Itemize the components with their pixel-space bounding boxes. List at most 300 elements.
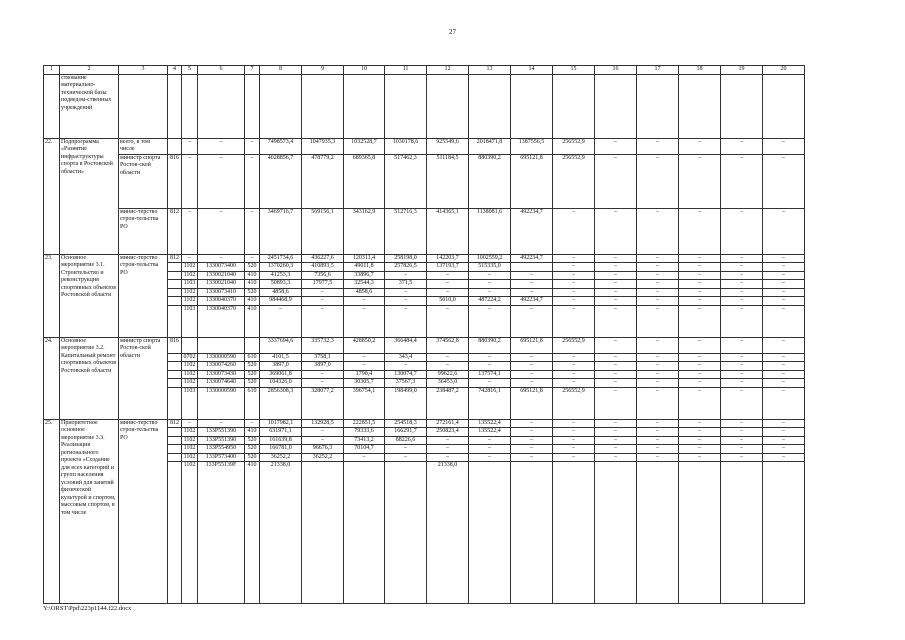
header-cell: 14 (511, 66, 553, 75)
value-cell: – (553, 271, 595, 280)
value-cell (182, 337, 198, 353)
value-cell: 343,4 (385, 353, 427, 362)
header-cell: 7 (245, 66, 260, 75)
value-cell: 812 (168, 419, 182, 428)
value-cell: – (721, 271, 763, 280)
value-cell (168, 453, 182, 462)
value-cell: 520 (245, 436, 260, 445)
value-cell: – (763, 436, 805, 445)
value-cell: 478779,2 (302, 154, 344, 208)
value-cell (595, 462, 637, 604)
value-cell (344, 462, 385, 604)
header-cell: 1 (44, 66, 60, 75)
value-cell (385, 74, 427, 138)
value-cell: – (637, 208, 679, 254)
value-cell: – (427, 280, 469, 289)
value-cell: 1102 (182, 362, 198, 371)
value-cell (679, 74, 721, 138)
responsible-executor: минис-терство строи-тельства РО (119, 208, 168, 254)
value-cell: 1102 (182, 379, 198, 388)
value-cell (168, 353, 182, 362)
value-cell: – (260, 305, 302, 337)
value-cell: – (553, 445, 595, 454)
header-row (44, 66, 805, 75)
header-cell: 19 (721, 66, 763, 75)
value-cell: – (302, 288, 344, 297)
value-cell: 816 (168, 337, 182, 353)
value-cell: – (198, 138, 245, 154)
value-cell (511, 74, 553, 138)
value-cell: 137193,7 (427, 263, 469, 272)
value-cell (260, 74, 302, 138)
value-cell: 520 (245, 263, 260, 272)
table-row (44, 154, 805, 208)
header-cell: 11 (385, 66, 427, 75)
value-cell: 1330040370 (198, 305, 245, 337)
value-cell: – (637, 154, 679, 208)
value-cell: 487224,2 (469, 297, 511, 306)
row-number: 22. (44, 138, 60, 254)
value-cell: 816 (168, 154, 182, 208)
value-cell: 1370260,3 (260, 263, 302, 272)
value-cell: – (763, 154, 805, 208)
value-cell: 492234,7 (511, 254, 553, 263)
value-cell: 410893,5 (302, 263, 344, 272)
header-cell: 2 (60, 66, 119, 75)
value-cell: – (679, 362, 721, 371)
value-cell (168, 445, 182, 454)
value-cell (469, 74, 511, 138)
value-cell: – (553, 353, 595, 362)
value-cell: 120311,4 (344, 254, 385, 263)
value-cell: 3897,0 (260, 362, 302, 371)
value-cell: 569156,1 (302, 208, 344, 254)
value-cell: – (302, 370, 344, 379)
value-cell: 366484,4 (385, 337, 427, 353)
table-row (44, 254, 805, 263)
value-cell: 132928,5 (302, 419, 344, 428)
value-cell: – (721, 387, 763, 419)
value-cell: 374562,8 (427, 337, 469, 353)
value-cell: 256552,9 (553, 138, 595, 154)
value-cell: 1032528,7 (344, 138, 385, 154)
header-cell: 3 (119, 66, 168, 75)
value-cell: 4858,6 (260, 288, 302, 297)
value-cell: – (469, 288, 511, 297)
value-cell: 335732,3 (302, 337, 344, 353)
value-cell: – (427, 271, 469, 280)
value-cell: – (245, 254, 260, 263)
value-cell: – (721, 254, 763, 263)
value-cell: – (511, 280, 553, 289)
value-cell: 410 (245, 305, 260, 337)
measure-name: Основное мероприятие 3.1. Строительство и реконструкция спортивных объектов Ростовской области (60, 254, 119, 337)
measure-name: ствование материально-технической базы подведом-ственных учреждений (60, 74, 119, 138)
value-cell: 520 (245, 370, 260, 379)
value-cell: – (385, 453, 427, 462)
value-cell: 520 (245, 445, 260, 454)
measure-name: Приоритетное основное мероприятие 3.3. Реализация регионального проекта «Создание для всех категорий и групп населения условий для занятий физической культурой и спортом, массовым спортом, в том числе (60, 419, 119, 604)
value-cell: – (763, 280, 805, 289)
header-cell: 17 (637, 66, 679, 75)
value-cell: – (637, 280, 679, 289)
value-cell: 689365,8 (344, 154, 385, 208)
header-cell: 12 (427, 66, 469, 75)
value-cell: – (679, 370, 721, 379)
page-number: 27 (449, 28, 456, 36)
value-cell: 520 (245, 288, 260, 297)
value-cell: 135522,4 (469, 419, 511, 428)
value-cell: 695121,8 (511, 154, 553, 208)
value-cell: – (511, 419, 553, 428)
value-cell (168, 370, 182, 379)
value-cell: – (763, 208, 805, 254)
value-cell: – (344, 453, 385, 462)
value-cell: – (679, 154, 721, 208)
value-cell (637, 74, 679, 138)
value-cell: 984468,9 (260, 297, 302, 306)
value-cell: – (511, 362, 553, 371)
value-cell: – (679, 428, 721, 437)
value-cell: – (637, 436, 679, 445)
value-cell: 410 (245, 297, 260, 306)
value-cell: – (721, 154, 763, 208)
value-cell: – (637, 419, 679, 428)
value-cell: – (595, 436, 637, 445)
value-cell: – (553, 379, 595, 388)
value-cell: 1102 (182, 370, 198, 379)
value-cell: – (553, 297, 595, 306)
value-cell: – (553, 453, 595, 462)
value-cell: – (763, 428, 805, 437)
value-cell: 238487,2 (427, 387, 469, 419)
value-cell: – (721, 280, 763, 289)
value-cell (198, 74, 245, 138)
value-cell: – (763, 353, 805, 362)
value-cell: – (385, 271, 427, 280)
value-cell: 272161,4 (427, 419, 469, 428)
value-cell: – (679, 337, 721, 353)
value-cell: – (679, 138, 721, 154)
value-cell: 1387556,5 (511, 138, 553, 154)
row-number: 24. (44, 337, 60, 419)
value-cell: – (511, 305, 553, 337)
value-cell: 1330021040 (198, 280, 245, 289)
value-cell: 1330021040 (198, 271, 245, 280)
value-cell: 1102 (182, 453, 198, 462)
value-cell: – (595, 305, 637, 337)
value-cell: – (385, 362, 427, 371)
value-cell (168, 280, 182, 289)
value-cell: – (763, 263, 805, 272)
value-cell: – (721, 370, 763, 379)
value-cell: – (469, 379, 511, 388)
header-cell: 5 (182, 66, 198, 75)
value-cell: 1330040370 (198, 297, 245, 306)
value-cell: – (721, 428, 763, 437)
row-number: 23. (44, 254, 60, 337)
value-cell: 70104,7 (344, 445, 385, 454)
value-cell: 49011,8 (344, 263, 385, 272)
value-cell: 166291,7 (385, 428, 427, 437)
value-cell: 1330073430 (198, 370, 245, 379)
value-cell: 1102 (182, 445, 198, 454)
header-cell: 6 (198, 66, 245, 75)
header-cell: 15 (553, 66, 595, 75)
value-cell: 396754,1 (344, 387, 385, 419)
value-cell: 1047935,3 (302, 138, 344, 154)
value-cell: – (763, 419, 805, 428)
value-cell: 436227,6 (302, 254, 344, 263)
value-cell: 1102 (182, 297, 198, 306)
value-cell: 369061,8 (260, 370, 302, 379)
header-cell: 13 (469, 66, 511, 75)
value-cell: 198499,0 (385, 387, 427, 419)
value-cell: 133P551390 (198, 436, 245, 445)
value-cell: 1330073410 (198, 288, 245, 297)
value-cell: 1330073400 (198, 263, 245, 272)
value-cell: – (763, 138, 805, 154)
value-cell: – (679, 353, 721, 362)
value-cell: 222851,5 (344, 419, 385, 428)
value-cell: 36252,2 (302, 453, 344, 462)
value-cell: – (553, 305, 595, 337)
file-path-footer: Y:\ORST\Ppd\223p1144.f22.docx (43, 605, 132, 612)
value-cell: – (245, 138, 260, 154)
value-cell: 1330000590 (198, 353, 245, 362)
table-row (44, 419, 805, 428)
value-cell: – (679, 453, 721, 462)
value-cell: – (553, 288, 595, 297)
value-cell: – (637, 263, 679, 272)
table-row (44, 138, 805, 154)
measure-name: Основное мероприятие 3.2. Капитальный ремонт спортивных объектов Ростовской области (60, 337, 119, 419)
value-cell: – (721, 263, 763, 272)
value-cell: 410 (245, 280, 260, 289)
value-cell (198, 337, 245, 353)
value-cell: – (182, 254, 198, 263)
value-cell: 1102 (182, 428, 198, 437)
row-number (44, 74, 60, 138)
value-cell: – (595, 453, 637, 462)
value-cell: – (385, 297, 427, 306)
value-cell: 742816,1 (469, 387, 511, 419)
value-cell: – (198, 208, 245, 254)
value-cell: 133P55139F (198, 462, 245, 604)
value-cell: – (595, 379, 637, 388)
value-cell: – (637, 453, 679, 462)
value-cell (168, 263, 182, 272)
value-cell: 812 (168, 208, 182, 254)
value-cell: – (344, 297, 385, 306)
value-cell: – (511, 271, 553, 280)
value-cell: 104326,0 (260, 379, 302, 388)
value-cell: 517462,3 (385, 154, 427, 208)
value-cell: – (469, 362, 511, 371)
value-cell: 7498573,4 (260, 138, 302, 154)
value-cell: – (763, 271, 805, 280)
value-cell (168, 288, 182, 297)
value-cell: 1330074640 (198, 379, 245, 388)
value-cell: 79333,6 (344, 428, 385, 437)
value-cell: – (679, 288, 721, 297)
value-cell: – (469, 280, 511, 289)
value-cell: 880390,2 (469, 337, 511, 353)
value-cell: 0702 (183, 353, 196, 360)
value-cell: – (469, 453, 511, 462)
value-cell: 3337694,6 (260, 337, 302, 353)
value-cell: – (595, 428, 637, 437)
value-cell: 2856308,3 (260, 387, 302, 419)
value-cell: – (511, 428, 553, 437)
header-cell: 8 (260, 66, 302, 75)
value-cell (302, 74, 344, 138)
value-cell: – (427, 445, 469, 454)
value-cell: 161639,8 (260, 436, 302, 445)
value-cell: 4101,5 (260, 353, 302, 362)
value-cell: 610 (245, 353, 260, 362)
value-cell: – (721, 419, 763, 428)
value-cell: 1102 (182, 263, 198, 272)
value-cell: – (302, 436, 344, 445)
value-cell: – (679, 436, 721, 445)
value-cell: 3897,0 (302, 362, 344, 371)
value-cell: – (763, 288, 805, 297)
header-cell: 9 (302, 66, 344, 75)
value-cell: 1002559,2 (469, 254, 511, 263)
value-cell: – (763, 362, 805, 371)
value-cell: 520 (245, 362, 260, 371)
value-cell: – (553, 280, 595, 289)
responsible-executor: министр спорта Ростов-ской области (119, 337, 168, 419)
value-cell: – (344, 353, 385, 362)
value-cell (721, 74, 763, 138)
value-cell: 133P554950 (198, 445, 245, 454)
value-cell: – (763, 453, 805, 462)
value-cell: 137574,1 (469, 370, 511, 379)
value-cell: 1102 (182, 436, 198, 445)
value-cell: 695121,8 (511, 387, 553, 419)
value-cell: 1330000590 (198, 387, 245, 419)
value-cell: 256552,9 (553, 154, 595, 208)
value-cell: 254518,3 (385, 419, 427, 428)
value-cell: – (469, 436, 511, 445)
value-cell: 3469716,7 (260, 208, 302, 254)
value-cell: – (198, 254, 245, 263)
value-cell (385, 462, 427, 604)
header-cell: 18 (679, 66, 721, 75)
value-cell: – (182, 419, 198, 428)
value-cell: 21338,0 (427, 462, 469, 604)
value-cell: – (469, 271, 511, 280)
value-cell: – (679, 254, 721, 263)
value-cell: 512716,3 (385, 208, 427, 254)
value-cell: – (595, 297, 637, 306)
value-cell: 142203,7 (427, 254, 469, 263)
value-cell: – (595, 337, 637, 353)
value-cell: 410 (245, 462, 260, 604)
value-cell: – (198, 154, 245, 208)
value-cell: 36453,0 (427, 379, 469, 388)
value-cell: 1138081,6 (469, 208, 511, 254)
value-cell: – (511, 445, 553, 454)
value-cell: 1102 (182, 462, 198, 604)
value-cell: – (637, 305, 679, 337)
value-cell: 428850,2 (344, 337, 385, 353)
value-cell (168, 74, 182, 138)
value-cell (637, 462, 679, 604)
value-cell: – (385, 445, 427, 454)
value-cell (245, 337, 260, 353)
value-cell: – (721, 445, 763, 454)
value-cell: – (637, 297, 679, 306)
value-cell: 257826,5 (385, 263, 427, 272)
value-cell: 880390,2 (469, 154, 511, 208)
value-cell: 258198,0 (385, 254, 427, 263)
value-cell: 133P551390 (198, 428, 245, 437)
value-cell: 492234,7 (511, 208, 553, 254)
value-cell: 2018471,8 (469, 138, 511, 154)
value-cell (511, 263, 553, 272)
value-cell: – (679, 271, 721, 280)
value-cell: – (302, 305, 344, 337)
value-cell: – (595, 154, 637, 208)
value-cell: – (245, 154, 260, 208)
value-cell: – (721, 436, 763, 445)
value-cell: 371,5 (385, 280, 427, 289)
value-cell: 5010,0 (427, 297, 469, 306)
value-cell: 3758,1 (302, 353, 344, 362)
value-cell: 36252,2 (260, 453, 302, 462)
value-cell (168, 428, 182, 437)
responsible-executor (119, 74, 168, 138)
value-cell: – (637, 138, 679, 154)
value-cell (721, 462, 763, 604)
value-cell (763, 462, 805, 604)
value-cell: – (427, 353, 469, 362)
value-cell: 250823,4 (427, 428, 469, 437)
value-cell: 812 (168, 254, 182, 263)
value-cell: 343162,9 (344, 208, 385, 254)
value-cell (763, 74, 805, 138)
value-cell: – (427, 305, 469, 337)
value-cell: – (637, 337, 679, 353)
value-cell: 33896,7 (344, 271, 385, 280)
value-cell: – (427, 453, 469, 462)
value-cell (553, 462, 595, 604)
value-cell: – (637, 370, 679, 379)
value-cell: – (637, 387, 679, 419)
value-cell: 32544,3 (344, 280, 385, 289)
value-cell: 328077,2 (302, 387, 344, 419)
value-cell (469, 462, 511, 604)
value-cell: – (182, 138, 198, 154)
value-cell: 88226,6 (385, 436, 427, 445)
value-cell: 256552,9 (553, 337, 595, 353)
value-cell: 133P573400 (198, 453, 245, 462)
value-cell: – (344, 362, 385, 371)
value-cell: 492234,7 (511, 297, 553, 306)
value-cell: – (245, 419, 260, 428)
value-cell: 520 (245, 453, 260, 462)
value-cell: – (637, 288, 679, 297)
value-cell: – (595, 280, 637, 289)
value-cell (168, 297, 182, 306)
value-cell: – (595, 387, 637, 419)
value-cell (344, 74, 385, 138)
value-cell: – (721, 362, 763, 371)
value-cell: – (595, 445, 637, 454)
